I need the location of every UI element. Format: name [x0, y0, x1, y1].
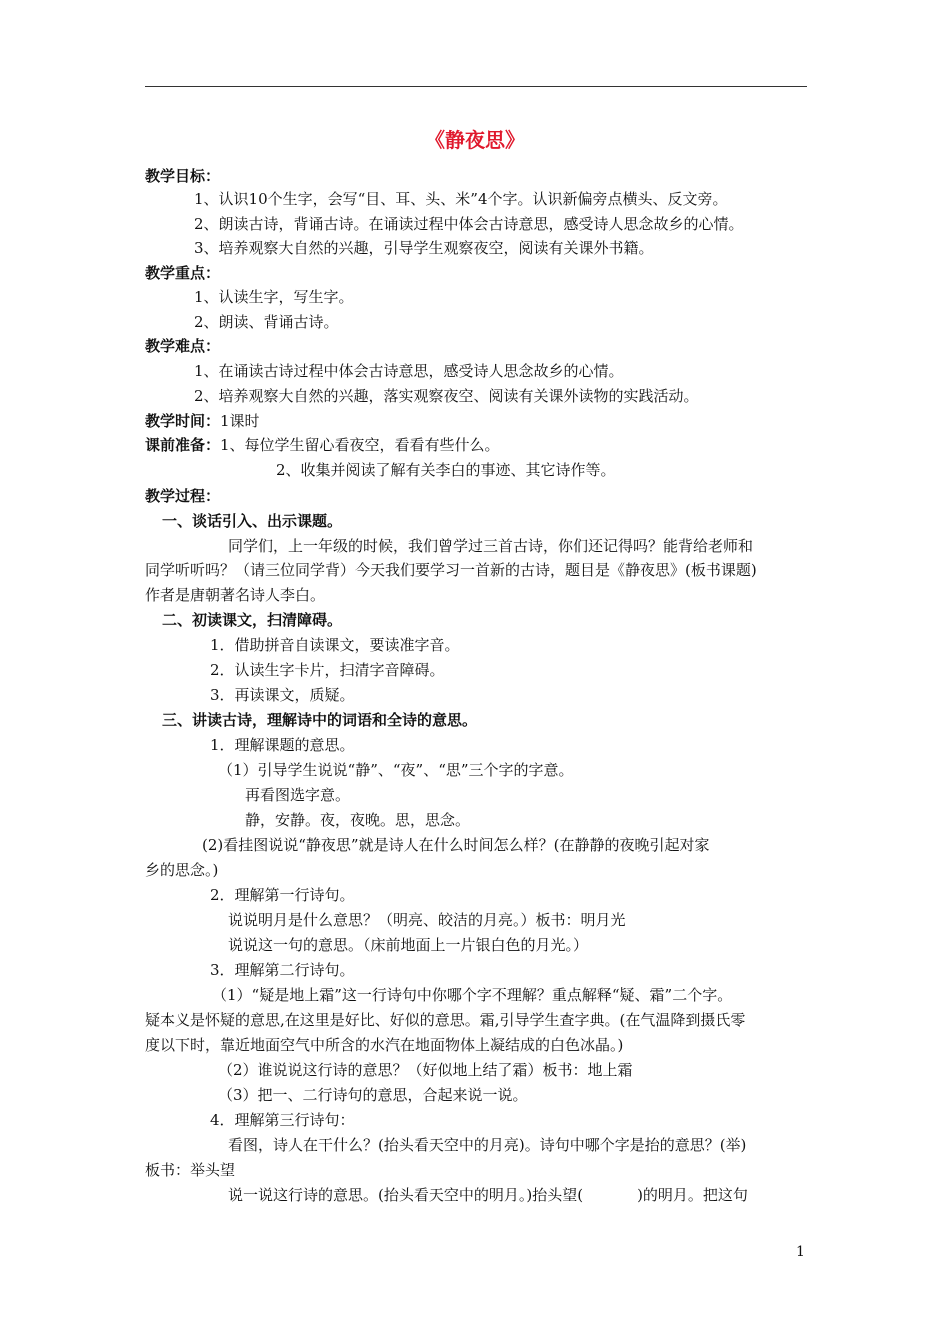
process-step-heading: 一、谈话引入、出示课题。 [162, 512, 343, 530]
difficulty-item: 1、在诵读古诗过程中体会古诗意思，感受诗人思念故乡的心情。 [194, 362, 624, 380]
section-heading-difficulties: 教学难点： [145, 337, 221, 355]
paragraph-line: （1）“疑是地上霜”这一行诗句中你哪个字不理解？重点解释“疑、霜”二个字。 [212, 986, 733, 1004]
paragraph-line: 说说这一句的意思。（床前地面上一片银白色的月光。） [228, 936, 589, 954]
paragraph-line: 再看图选字意。 [245, 786, 351, 804]
preparation-item: 1、每位学生留心看夜空，看看有些什么。 [220, 436, 500, 454]
goal-item: 1、认识10个生字，会写“目、耳、头、米”4个字。认识新偏旁点横头、反文旁。 [194, 190, 728, 208]
paragraph-line: 2．理解第一行诗句。 [210, 886, 355, 904]
paragraph-line: 疑本义是怀疑的意思,在这里是好比、好似的意思。霜,引导学生查字典。(在气温降到摄氏零 [145, 1011, 746, 1029]
paragraph-line: 同学们，上一年级的时候，我们曾学过三首古诗，你们还记得吗？能背给老师和 [228, 537, 754, 555]
paragraph-line: 看图，诗人在干什么？(抬头看天空中的月亮)。诗句中哪个字是抬的意思？(举) [228, 1136, 747, 1154]
paragraph-line: (2)看挂图说说“静夜思”就是诗人在什么时间怎么样？(在静静的夜晚引起对家 [202, 836, 710, 854]
key-point-item: 2、朗读、背诵古诗。 [194, 313, 339, 331]
paragraph-line: 同学听听吗？（请三位同学背）今天我们要学习一首新的古诗，题目是《静夜思》(板书课题) [145, 561, 757, 579]
preparation [145, 433, 500, 457]
paragraph-line: 静，安静。夜，夜晚。思，思念。 [245, 811, 471, 829]
paragraph-line: 4．理解第三行诗句： [210, 1111, 355, 1129]
section-heading-key-points: 教学重点： [145, 264, 221, 282]
key-point-item: 1、认读生字，写生字。 [194, 288, 354, 306]
paragraph-line: （1）引导学生说说“静”、“夜”、“思”三个字的字意。 [218, 761, 574, 779]
paragraph-line: 度以下时，靠近地面空气中所含的水汽在地面物体上凝结成的白色冰晶。) [145, 1036, 624, 1054]
preparation-label: 课前准备： [145, 436, 221, 454]
paragraph-line: （2）谁说说这行诗的意思？（好似地上结了霜）板书：地上霜 [218, 1061, 633, 1079]
teaching-time [145, 409, 260, 433]
process-step-heading: 三、讲读古诗，理解诗中的词语和全诗的意思。 [162, 711, 478, 729]
goal-item: 3、培养观察大自然的兴趣，引导学生观察夜空，阅读有关课外书籍。 [194, 239, 654, 257]
teaching-time-value: 1课时 [220, 412, 260, 430]
paragraph-line: （3）把一、二行诗句的意思，合起来说一说。 [218, 1086, 528, 1104]
paragraph-line: 板书：举头望 [145, 1161, 236, 1179]
process-step-item: 1．借助拼音自读课文，要读准字音。 [210, 636, 460, 654]
section-heading-goals: 教学目标： [145, 167, 221, 185]
paragraph-text: )的明月。把这句 [637, 1186, 748, 1204]
preparation-item: 2、收集并阅读了解有关李白的事迹、其它诗作等。 [276, 461, 616, 479]
paragraph-text: 说一说这行诗的意思。(抬头看天空中的明月。)抬头望( [228, 1186, 584, 1204]
paragraph-line: 作者是唐朝著名诗人李白。 [145, 586, 326, 604]
paragraph-line: 说说明月是什么意思？（明亮、皎洁的月亮。）板书：明月光 [228, 911, 626, 929]
paragraph-line: 乡的思念。) [145, 861, 219, 879]
difficulty-item: 2、培养观察大自然的兴趣，落实观察夜空、阅读有关课外读物的实践活动。 [194, 387, 699, 405]
paragraph-line: 1．理解课题的意思。 [210, 736, 355, 754]
process-step-heading: 二、初读课文，扫清障碍。 [162, 611, 343, 629]
process-step-item: 2．认读生字卡片，扫清字音障碍。 [210, 661, 445, 679]
paragraph-line-with-blank [228, 1183, 748, 1207]
section-heading-process: 教学过程： [145, 487, 221, 505]
teaching-time-label: 教学时间： [145, 412, 221, 430]
header-rule [145, 86, 807, 87]
paragraph-line: 3．理解第二行诗句。 [210, 961, 355, 979]
process-step-item: 3．再读课文，质疑。 [210, 686, 355, 704]
goal-item: 2、朗读古诗，背诵古诗。在诵读过程中体会古诗意思，感受诗人思念故乡的心情。 [194, 215, 744, 233]
page-number: 1 [796, 1244, 805, 1260]
page-title: 《静夜思》 [425, 128, 525, 152]
